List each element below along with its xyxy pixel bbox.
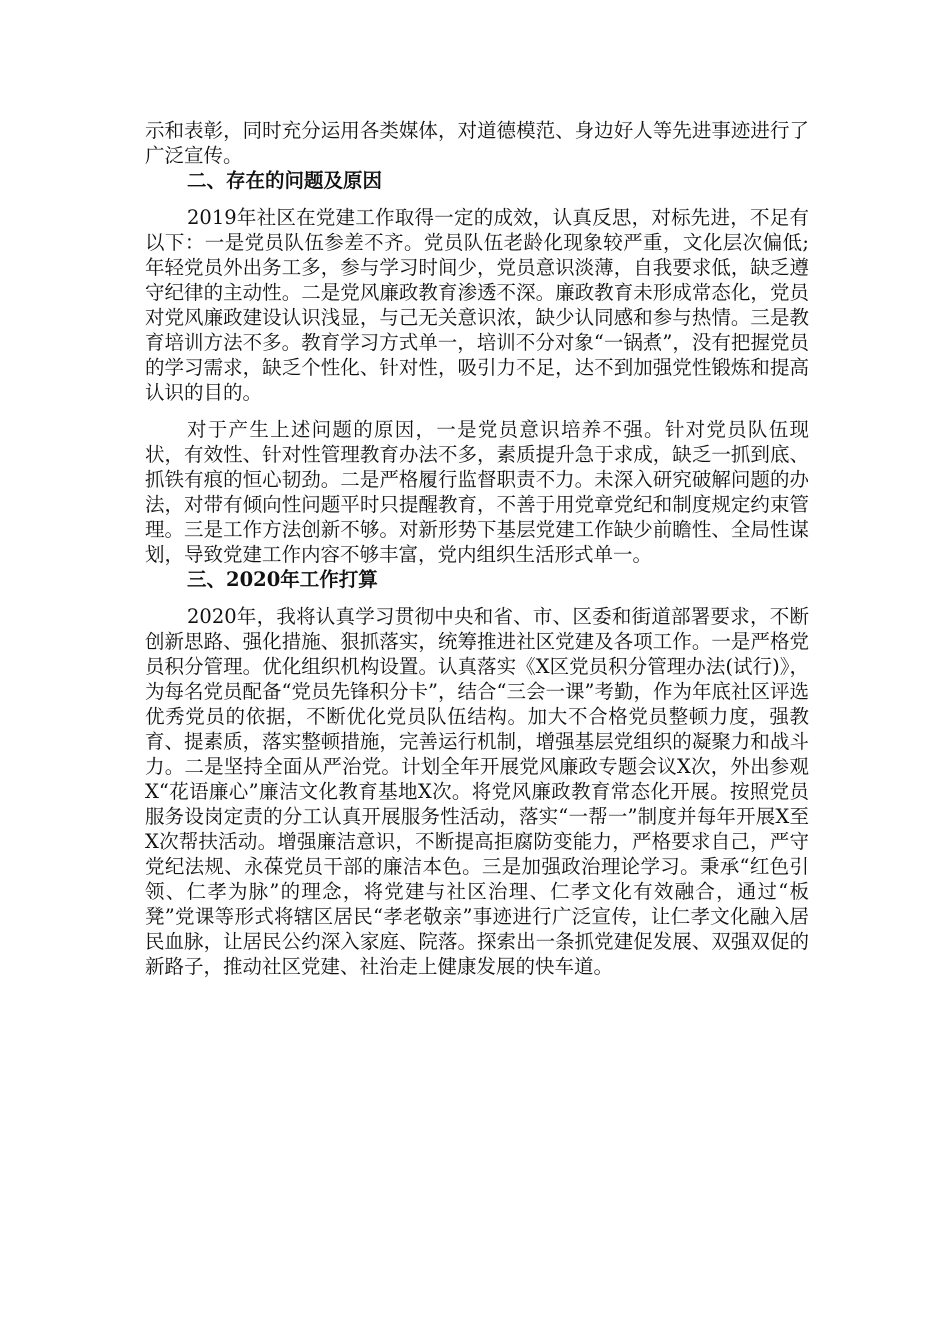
intro-paragraph: 示和表彰，同时充分运用各类媒体，对道德模范、身边好人等先进事迹进行了广泛宣传。 (145, 119, 809, 167)
problems-paragraph: 2019年社区在党建工作取得一定的成效，认真反思，对标先进，不足有以下：一是党员队伍参差不齐。党员队伍老龄化现象较严重，文化层次偏低;年轻党员外出务工多，参与学习时间少，党员意识淡薄，自我要求低，缺乏遵守纪律的主动性。二是党风廉政教育渗透不深。廉政教育未形成常态化，党员对党风廉政建设认识浅显，与己无关意识浓，缺少认同感和参与热情。三是教育培训方法不多。教育学习方式单一，培训不分对象“一锅煮”，没有把握党员的学习需求，缺乏个性化、针对性，吸引力不足，达不到加强党性锻炼和提高认识的目的。 (145, 206, 809, 404)
causes-paragraph: 对于产生上述问题的原因，一是党员意识培养不强。针对党员队伍现状，有效性、针对性管理教育办法不多，素质提升急于求成，缺乏一抓到底、抓铁有痕的恒心韧劲。二是严格履行监督职责不力。未深入研究破解问题的办法，对带有倾向性问题平时只提醒教育，不善于用党章党纪和制度规定约束管理。三是工作方法创新不够。对新形势下基层党建工作缺少前瞻性、全局性谋划，导致党建工作内容不够丰富，党内组织生活形式单一。 (145, 418, 809, 566)
section-heading-problems: 二、存在的问题及原因 (187, 169, 383, 192)
document-page (145, 118, 809, 979)
plan-paragraph: 2020年，我将认真学习贯彻中央和省、市、区委和街道部署要求，不断创新思路、强化措施、狠抓落实，统筹推进社区党建及各项工作。一是严格党员积分管理。优化组织机构设置。认真落实《X区党员积分管理办法(试行)》，为每名党员配备“党员先锋积分卡”，结合“三会一课”考勤，作为年底社区评选优秀党员的依据，不断优化党员队伍结构。加大不合格党员整顿力度，强教育、提素质，落实整顿措施，完善运行机制，增强基层党组织的凝聚力和战斗力。二是坚持全面从严治党。计划全年开展党风廉政专题会议X次，外出参观X“花语廉心”廉洁文化教育基地X次。将党风廉政教育常态化开展。按照党员服务设岗定责的分工认真开展服务性活动，落实“一帮一”制度并每年开展X至X次帮扶活动。增强廉洁意识，不断提高拒腐防变能力，严格要求自己，严守党纪法规、永葆党员干部的廉洁本色。三是加强政治理论学习。秉承“红色引领、仁孝为脉”的理念，将党建与社区治理、仁孝文化有效融合，通过“板凳”党课等形式将辖区居民“孝老敬亲”事迹进行广泛宣传，让仁孝文化融入居民血脉，让居民公约深入家庭、院落。探索出一条抓党建促发展、双强双促的新路子，推动社区党建、社治走上健康发展的快车道。 (145, 605, 809, 978)
section-heading-plan: 三、2020年工作打算 (187, 568, 378, 591)
